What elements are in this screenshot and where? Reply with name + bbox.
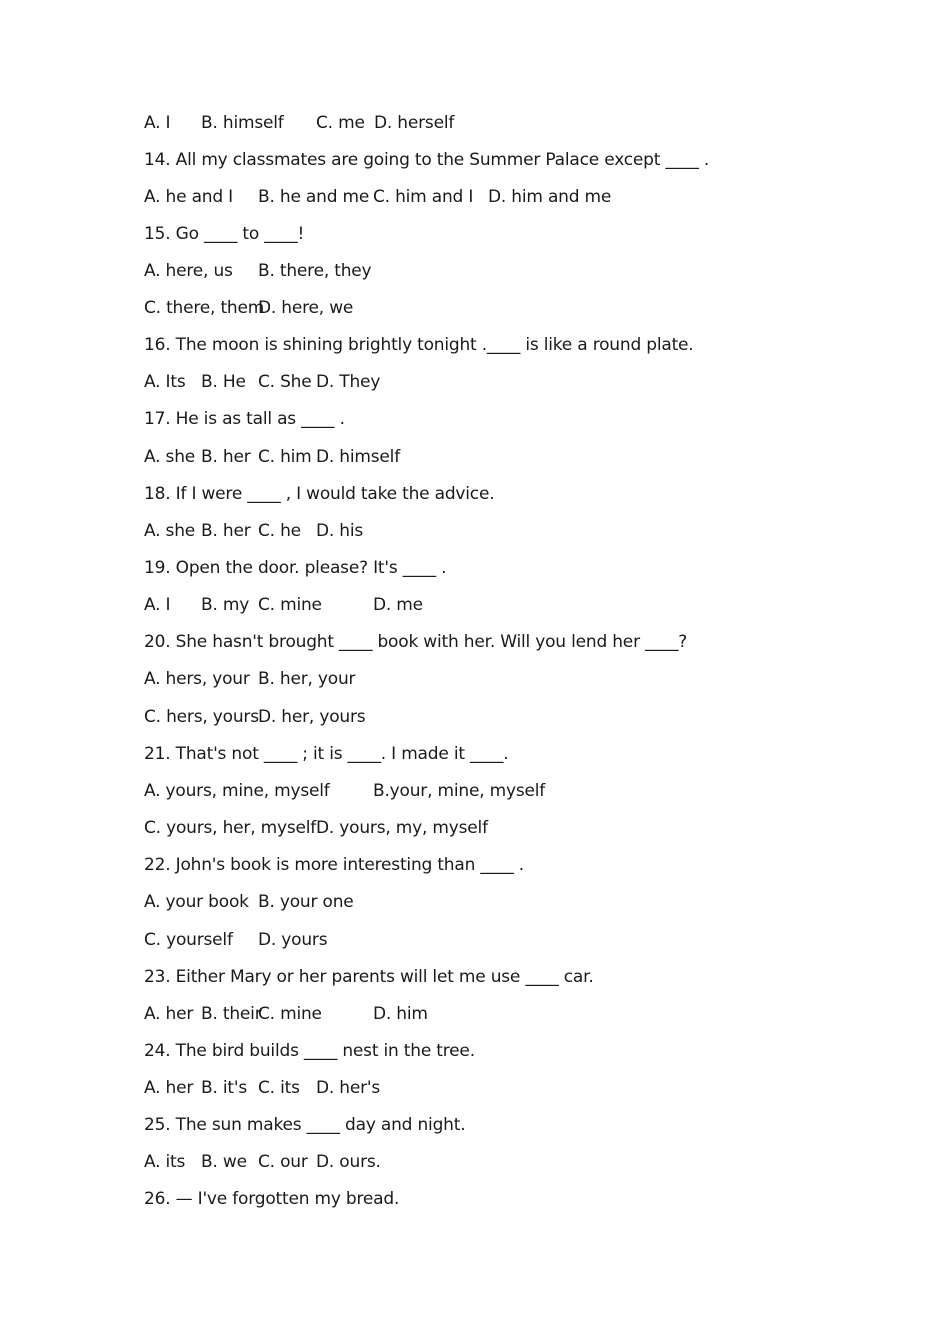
- answer-option: B. he and me: [258, 187, 370, 207]
- answer-option: D. him and me: [488, 187, 612, 207]
- answer-option: D. me: [373, 595, 423, 615]
- question-text: 24. The bird builds ____ nest in the tree.: [144, 1041, 475, 1061]
- answer-option: A. Its: [144, 372, 186, 392]
- answer-option: D. yours, my, myself: [316, 818, 488, 838]
- answer-option: D. her's: [316, 1078, 381, 1098]
- answer-option: C. She: [258, 372, 312, 392]
- answer-option: C. he: [258, 521, 301, 541]
- answer-option: B. He: [201, 372, 246, 392]
- answer-option: A. her: [144, 1004, 194, 1024]
- answer-option: C. there, them: [144, 298, 265, 318]
- answer-option: C. our: [258, 1152, 308, 1172]
- answer-option: D. herself: [374, 113, 455, 133]
- answer-option: C. me: [316, 113, 365, 133]
- answer-option: C. him: [258, 447, 312, 467]
- answer-option: B. it's: [201, 1078, 247, 1098]
- question-text: 21. That's not ____ ; it is ____. I made it ____.: [144, 744, 509, 764]
- answer-option: A. your book: [144, 892, 249, 912]
- answer-option: A. yours, mine, myself: [144, 781, 330, 801]
- answer-option: A. her: [144, 1078, 194, 1098]
- question-text: 23. Either Mary or her parents will let me use ____ car.: [144, 967, 594, 987]
- answer-option: C. yours, her, myself: [144, 818, 317, 838]
- answer-option: A. hers, your: [144, 669, 250, 689]
- answer-option: C. him and I: [373, 187, 474, 207]
- answer-option: D. ours.: [316, 1152, 381, 1172]
- answer-option: B. her, your: [258, 669, 356, 689]
- answer-option: D. her, yours: [258, 707, 366, 727]
- answer-option: B. her: [201, 521, 251, 541]
- answer-option: D. himself: [316, 447, 400, 467]
- answer-option: B. we: [201, 1152, 247, 1172]
- question-text: 16. The moon is shining brightly tonight .____ is like a round plate.: [144, 335, 694, 355]
- answer-option: A. he and I: [144, 187, 233, 207]
- answer-option: A. she: [144, 521, 196, 541]
- answer-option: B. their: [201, 1004, 262, 1024]
- answer-option: C. mine: [258, 595, 322, 615]
- answer-option: D. They: [316, 372, 381, 392]
- answer-option: D. yours: [258, 930, 328, 950]
- question-text: 19. Open the door. please? It's ____ .: [144, 558, 447, 578]
- question-text: 18. If I were ____ , I would take the advice.: [144, 484, 495, 504]
- answer-option: A. I: [144, 113, 171, 133]
- question-text: 20. She hasn't brought ____ book with her. Will you lend her ____?: [144, 632, 688, 652]
- answer-option: C. yourself: [144, 930, 233, 950]
- question-text: 25. The sun makes ____ day and night.: [144, 1115, 466, 1135]
- answer-option: C. mine: [258, 1004, 322, 1024]
- answer-option: B. himself: [201, 113, 284, 133]
- answer-option: C. its: [258, 1078, 300, 1098]
- answer-option: C. hers, yours: [144, 707, 259, 727]
- answer-option: A. she: [144, 447, 196, 467]
- answer-option: D. him: [373, 1004, 428, 1024]
- question-text: 17. He is as tall as ____ .: [144, 409, 345, 429]
- answer-option: D. here, we: [258, 298, 354, 318]
- answer-option: B. her: [201, 447, 251, 467]
- answer-option: B. there, they: [258, 261, 372, 281]
- question-text: 22. John's book is more interesting than ____ .: [144, 855, 524, 875]
- answer-option: B. my: [201, 595, 250, 615]
- question-text: 15. Go ____ to ____!: [144, 224, 305, 244]
- question-text: 26. — I've forgotten my bread.: [144, 1189, 400, 1209]
- answer-option: B.your, mine, myself: [373, 781, 546, 801]
- answer-option: A. here, us: [144, 261, 233, 281]
- answer-option: D. his: [316, 521, 364, 541]
- answer-option: A. its: [144, 1152, 186, 1172]
- answer-option: A. I: [144, 595, 171, 615]
- answer-option: B. your one: [258, 892, 354, 912]
- question-text: 14. All my classmates are going to the Summer Palace except ____ .: [144, 150, 710, 170]
